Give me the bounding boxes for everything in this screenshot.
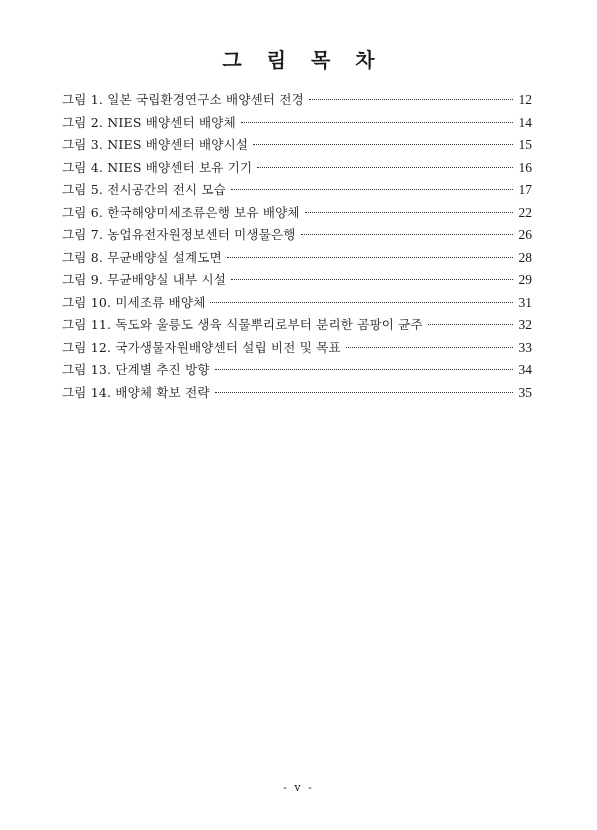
toc-entry-page: 22: [518, 204, 532, 220]
toc-entry[interactable]: [62, 134, 532, 157]
dot-leader: [241, 122, 513, 123]
toc-entry[interactable]: [62, 247, 532, 270]
toc-entry[interactable]: [62, 269, 532, 292]
toc-entry[interactable]: [62, 179, 532, 202]
toc-entry-page: 14: [518, 114, 532, 130]
toc-entry[interactable]: [62, 337, 532, 360]
toc-entry-page: 17: [518, 182, 532, 197]
toc-entry[interactable]: [62, 112, 532, 135]
toc-entry[interactable]: [62, 359, 532, 382]
dot-leader: [346, 347, 513, 348]
toc-entry-page: 32: [518, 317, 532, 332]
toc-entry-page: 26: [518, 227, 532, 242]
toc-entry[interactable]: [62, 224, 532, 247]
toc-entry-label: 그림 3. NIES 배양센터 배양시설: [62, 137, 249, 152]
dot-leader: [215, 392, 513, 393]
toc-entry[interactable]: [62, 202, 532, 225]
toc-entry-page: 15: [518, 137, 532, 152]
dot-leader: [428, 324, 513, 325]
dot-leader: [309, 99, 513, 100]
toc-entry-label: 그림 8. 무균배양실 설계도면: [62, 249, 222, 265]
toc-entry-page: 16: [518, 159, 532, 175]
toc-entry-label: 그림 4. NIES 배양센터 보유 기기: [62, 159, 253, 175]
toc-entry-label: 그림 5. 전시공간의 전시 모습: [62, 182, 227, 197]
toc-entry-label: 그림 14. 배양체 확보 전략: [62, 384, 210, 400]
dot-leader: [215, 369, 513, 370]
toc-entry-page: 12: [518, 92, 532, 107]
dot-leader: [227, 257, 513, 258]
dot-leader: [231, 189, 513, 190]
toc-entry-label: 그림 10. 미세조류 배양체: [62, 294, 206, 310]
dot-leader: [210, 302, 513, 303]
toc-entry-page: 35: [518, 384, 532, 400]
dot-leader: [257, 167, 513, 168]
toc-entry-label: 그림 13. 단계별 추진 방향: [62, 362, 210, 377]
toc-entry-label: 그림 1. 일본 국립환경연구소 배양센터 전경: [62, 92, 304, 107]
toc-entry[interactable]: [62, 89, 532, 112]
toc-entry-label: 그림 9. 무균배양실 내부 시설: [62, 272, 227, 287]
toc-entry[interactable]: [62, 157, 532, 180]
dot-leader: [305, 212, 513, 213]
page-number: - v -: [283, 781, 314, 794]
toc-entry-label: 그림 6. 한국해양미세조류은행 보유 배양체: [62, 204, 300, 220]
toc-entry-label: 그림 7. 농업유전자원정보센터 미생물은행: [62, 227, 296, 242]
toc-entry[interactable]: [62, 292, 532, 315]
toc-entry-label: 그림 11. 독도와 울릉도 생육 식물뿌리로부터 분리한 곰팡이 균주: [62, 317, 423, 332]
toc-entry-page: 34: [518, 362, 532, 377]
toc-entry[interactable]: [62, 382, 532, 405]
toc-entry-page: 29: [518, 272, 532, 287]
dot-leader: [253, 144, 513, 145]
dot-leader: [301, 234, 513, 235]
toc-entry-label: 그림 2. NIES 배양센터 배양체: [62, 114, 236, 130]
toc-entry-page: 31: [518, 294, 532, 310]
toc-entry-page: 28: [518, 249, 532, 265]
dot-leader: [231, 279, 513, 280]
figure-toc-list: [62, 89, 532, 404]
toc-entry-page: 33: [518, 339, 532, 355]
toc-entry-label: 그림 12. 국가생물자원배양센터 설립 비전 및 목표: [62, 339, 341, 355]
toc-entry[interactable]: [62, 314, 532, 337]
page-title: 그 림 목 차: [222, 48, 384, 73]
